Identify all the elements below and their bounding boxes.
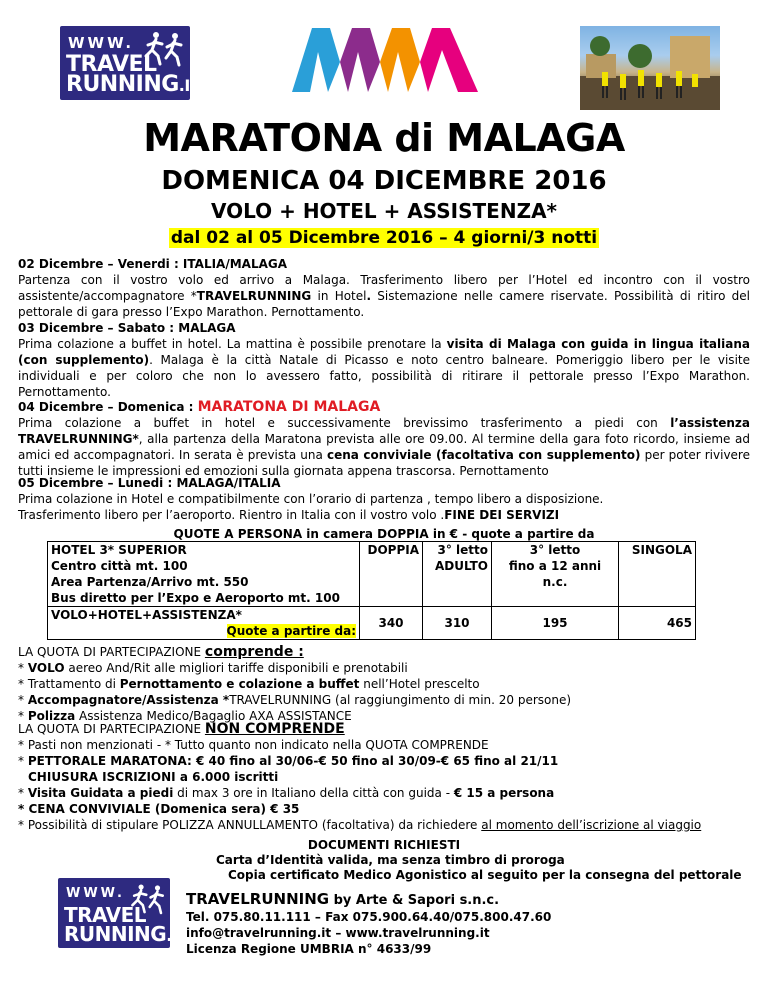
- item-text: nell’Hotel prescelto: [359, 677, 480, 691]
- day-3-heading: [18, 399, 750, 415]
- col-terzo-adulto-label-2: ADULTO: [434, 559, 488, 573]
- documents-line-1: Carta d’Identità valida, ma senza timbro di proroga: [216, 853, 565, 867]
- hotel-line: Centro città mt. 100: [51, 559, 188, 573]
- day-4-section: [18, 475, 750, 523]
- footer-logo-it: .IT: [166, 926, 188, 945]
- list-item: [18, 769, 750, 785]
- col-doppia-label: DOPPIA: [367, 543, 419, 557]
- period-text: dal 02 al 05 Dicembre 2016 – 4 giorni/3 notti: [170, 228, 598, 248]
- day-3-text-c: per poter rivivere tutti insieme le impressioni ed emozioni sulla giornata appena trascorsa. Pernottamento: [18, 448, 750, 478]
- footer-logo-www: WWW.: [66, 886, 125, 901]
- day-3-text-b: , alla partenza della Maratona prevista alle ore 09.00. Al termine della gara foto ricordo, insieme ad amici ed accompagnatori. In serata è prevista una: [18, 432, 750, 462]
- comprende-label: comprende :: [204, 644, 304, 660]
- event-date: DOMENICA 04 DICEMBRE 2016: [161, 166, 607, 196]
- footer-logo-running: [64, 923, 188, 947]
- day-1-text-a: Partenza con il vostro volo ed arrivo a Malaga. Trasferimento libero per l’Hotel ed incontro con il vostro assistente/accompagnatore *: [18, 273, 750, 303]
- non-comprende-heading: [18, 721, 750, 737]
- footer-logo-travel: TRAVEL: [64, 903, 147, 927]
- non-comprende-label: NON COMPRENDE: [204, 721, 345, 737]
- day-3-bold-a: l’assistenza TRAVELRUNNING*: [18, 416, 750, 446]
- day-3-bold-b: cena conviviale (facoltativa con supplemento): [327, 448, 641, 462]
- footer-license: Licenza Regione UMBRIA n° 4633/99: [186, 942, 432, 956]
- day-3-section: [18, 399, 750, 479]
- non-comprende-section: [18, 721, 750, 833]
- list-item: * Possibilità di stipulare POLIZZA ANNULLAMENTO (facoltativa) da richiedere al momento dell’iscrizione al viaggio: [18, 818, 702, 832]
- travelrunning-logo: [60, 26, 201, 100]
- day-4-heading: 05 Dicembre – Lunedi : MALAGA/ITALIA: [18, 476, 281, 490]
- item-bold: Accompagnatore/Assistenza *: [27, 693, 230, 707]
- list-item: * VOLO aereo And/Rit alle migliori tariffe disponibili e prenotabili: [18, 661, 408, 675]
- price-doppia: 340: [360, 607, 423, 640]
- logo-running: [66, 74, 200, 97]
- package-label: VOLO+HOTEL+ASSISTENZA*: [51, 608, 242, 622]
- documents-line-2: Copia certificato Medico Agonistico al seguito per la consegna del pettorale: [228, 868, 742, 882]
- item-bold: * CENA CONVIVIALE (Domenica sera) € 35: [18, 802, 300, 816]
- item-bold: PETTORALE MARATONA: € 40 fino al 30/06-€ 50 fino al 30/09-€ 65 fino al 21/11: [27, 754, 559, 768]
- col-singola-header: [619, 542, 696, 607]
- item-text: Assistenza Medico/Bagaglio AXA ASSISTANCE: [75, 709, 352, 723]
- comprende-prefix: LA QUOTA DI PARTECIPAZIONE: [18, 645, 205, 659]
- page-title: MARATONA di MALAGA: [143, 116, 625, 160]
- day-2-section: [18, 320, 750, 400]
- day-1-text: [18, 272, 750, 320]
- day-1-bold-b: .: [366, 289, 372, 303]
- hotel-info-cell: [48, 542, 360, 607]
- day-2-text: [18, 336, 750, 400]
- list-item: * PETTORALE MARATONA: € 40 fino al 30/06-€ 50 fino al 30/09-€ 65 fino al 21/11: [18, 754, 559, 768]
- day-1-heading: 02 Dicembre – Venerdi : ITALIA/MALAGA: [18, 257, 288, 271]
- item-text: TRAVELRUNNING (al raggiungimento di min. 20 persone): [229, 693, 572, 707]
- footer-company: [186, 890, 499, 908]
- day-1-section: [18, 256, 750, 320]
- item-bold: Pernottamento e colazione a buffet: [119, 677, 360, 691]
- day-4-line-2-text: Trasferimento libero per l’aeroporto. Rientro in Italia con il vostro volo .: [18, 508, 445, 522]
- runners-icon: [142, 30, 186, 70]
- non-comprende-prefix: LA QUOTA DI PARTECIPAZIONE: [18, 722, 205, 736]
- col-doppia-header: [360, 542, 423, 607]
- footer-email: info@travelrunning.it – www.travelrunning.it: [186, 926, 490, 940]
- quotes-caption: QUOTE A PERSONA in camera DOPPIA in € - quote a partire da: [173, 527, 595, 541]
- logo-it: .IT: [178, 76, 201, 95]
- package-subtitle: VOLO + HOTEL + ASSISTENZA*: [210, 199, 558, 223]
- list-item: [18, 801, 750, 817]
- item-underline: al momento dell’iscrizione al viaggio: [481, 818, 702, 832]
- list-item: * Visita Guidata a piedi di max 3 ore in Italiano della città con guida - € 15 a persona: [18, 786, 555, 800]
- price-singola: 465: [619, 607, 696, 640]
- day-4-line-2-bold: FINE DEI SERVIZI: [444, 508, 560, 522]
- logo-www: WWW.: [68, 34, 135, 52]
- item-bold: Polizza: [27, 709, 76, 723]
- day-4-line-1: Prima colazione in Hotel e compatibilmente con l’orario di partenza , tempo libero a disposizione.: [18, 492, 604, 506]
- list-item: * Accompagnatore/Assistenza *TRAVELRUNNING (al raggiungimento di min. 20 persone): [18, 693, 572, 707]
- footer-logo-running-word: RUNNING: [64, 922, 167, 946]
- footer-company-rest: by Arte & Sapori s.n.c.: [329, 893, 500, 908]
- col-terzo-adulto-header: [423, 542, 492, 607]
- package-label-cell: [48, 607, 360, 640]
- day-1-bold-a: TRAVELRUNNING: [196, 289, 312, 303]
- logo-running-word: RUNNING: [66, 72, 179, 97]
- item-text: di max 3 ore in Italiano della città con guida -: [173, 786, 454, 800]
- logo-travel: TRAVEL: [66, 52, 157, 77]
- hotel-line: Area Partenza/Arrivo mt. 550: [51, 575, 249, 589]
- item-bold: VOLO: [27, 661, 65, 675]
- day-2-text-b: . Malaga è la città Natale di Picasso e noto centro balneare. Pomeriggio libero per le visite individuali e per coloro che non lo avessero fatto, possibilità di ritirare il pettorale presso l’Expo Marathon. Pernottamento.: [18, 353, 750, 399]
- item-bold: CHIUSURA ISCRIZIONI a 6.000 iscritti: [28, 770, 279, 784]
- quotes-table: [47, 541, 696, 640]
- list-item: * Polizza Assistenza Medico/Bagaglio AXA ASSISTANCE: [18, 709, 352, 723]
- footer-phone: Tel. 075.80.11.111 – Fax 075.900.64.40/075.800.47.60: [186, 910, 552, 924]
- list-item: * Pasti non menzionati - * Tutto quanto non indicato nella QUOTA COMPRENDE: [18, 738, 489, 752]
- runners-icon: [129, 882, 167, 918]
- footer-company-name: TRAVELRUNNING: [186, 890, 330, 908]
- item-text: aereo And/Rit alle migliori tariffe disponibili e prenotabili: [64, 661, 408, 675]
- price-terzo-bimbo: 195: [492, 607, 619, 640]
- hotel-line: Bus diretto per l’Expo e Aeroporto mt. 100: [51, 591, 340, 605]
- day-3-heading-red: MARATONA DI MALAGA: [197, 399, 381, 415]
- table-row: [48, 542, 696, 607]
- col-terzo-adulto-label: 3° letto: [437, 543, 488, 557]
- col-terzo-bimbo-header: [492, 542, 619, 607]
- item-text: Pasti non menzionati - * Tutto quanto non indicato nella QUOTA COMPRENDE: [27, 738, 489, 752]
- day-3-heading-text: 04 Dicembre – Domenica :: [18, 400, 198, 414]
- day-2-bold-a: visita di Malaga con guida in lingua italiana (con supplemento): [18, 337, 750, 367]
- price-terzo-adulto: 310: [423, 607, 492, 640]
- item-pre: Trattamento di: [27, 677, 120, 691]
- day-3-text: [18, 415, 750, 479]
- day-2-text-a: Prima colazione a buffet in hotel. La mattina è possibile prenotare la: [18, 337, 447, 351]
- list-item: * Trattamento di Pernottamento e colazione a buffet nell’Hotel prescelto: [18, 677, 480, 691]
- day-4-line-2: [18, 507, 750, 523]
- hotel-line: HOTEL 3* SUPERIOR: [51, 543, 187, 557]
- day-1-text-c: Sistemazione nelle camere riservate. Possibilità di ritiro del pettorale di gara presso l’Expo Marathon. Pernottamento.: [18, 289, 751, 319]
- comprende-heading: [18, 644, 750, 660]
- documents-title: DOCUMENTI RICHIESTI: [307, 838, 461, 852]
- maraton-malaga-logo: [288, 22, 488, 96]
- marathon-photo: [580, 26, 720, 110]
- col-singola-label: SINGOLA: [631, 543, 692, 557]
- day-1-text-b: in Hotel: [311, 289, 367, 303]
- day-3-text-a: Prima colazione a buffet in hotel e successivamente brevissimo trasferimento a piedi con: [18, 416, 671, 430]
- table-row: [48, 607, 696, 640]
- item-price: € 15 a persona: [453, 786, 555, 800]
- item-text: Possibilità di stipulare POLIZZA ANNULLAMENTO (facoltativa) da richiedere: [27, 818, 482, 832]
- col-terzo-bimbo-label-2: fino a 12 anni n.c.: [508, 559, 602, 589]
- photo-runners-icon: [580, 26, 720, 110]
- item-bold: Visita Guidata a piedi: [27, 786, 174, 800]
- col-terzo-bimbo-label: 3° letto: [529, 543, 581, 557]
- period-banner: [0, 228, 768, 248]
- from-label: Quote a partire da:: [226, 624, 356, 638]
- footer-logo: [58, 878, 188, 948]
- comprende-section: [18, 644, 750, 724]
- day-2-heading: 03 Dicembre – Sabato : MALAGA: [18, 321, 236, 335]
